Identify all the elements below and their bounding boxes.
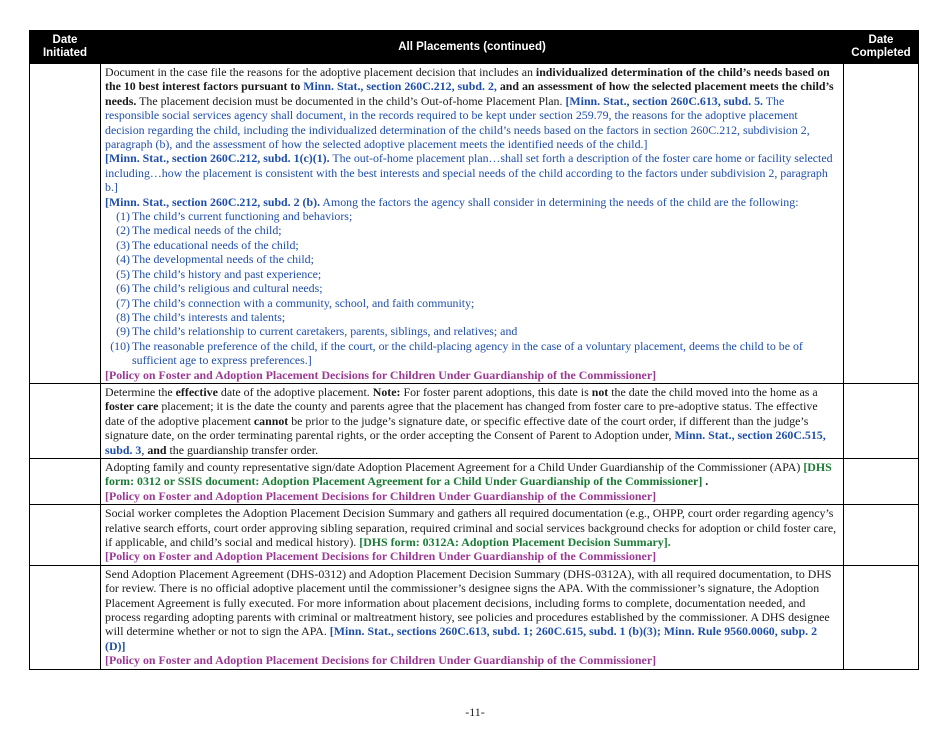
emphasis-text: individualized determination of the child’s needs based on the 10 best interest factors pursuant to	[105, 65, 830, 94]
list-item: (1) The child’s current functioning and behaviors;	[116, 209, 353, 224]
task-description	[101, 458, 844, 504]
body-text: The placement decision must be documented in the child’s Out-of-home Placement Plan.	[136, 93, 566, 108]
best-interest-factors-list	[105, 209, 840, 367]
emphasis-text: foster care	[105, 399, 159, 414]
table-row	[30, 565, 919, 669]
list-item: (3) The educational needs of the child;	[116, 237, 299, 252]
table-row	[30, 505, 919, 566]
statute-paragraph	[105, 195, 840, 209]
list-item: (6) The child’s religious and cultural needs;	[116, 281, 323, 296]
task-paragraph: Send Adoption Placement Agreement (DHS-0312) and Adoption Placement Decision Summary (DHS-0312A), with all required documentation, to DHS for review. There is no official adoptive placement until the commissioner’s designee signs the APA. With the commissioner’s signature, the Adoption Placement Agreement is fully executed. For more information about placement decisions, including forms to complete, documentation needed, and process regarding adopting parents with criminal or maltreatment history, see policies and procedures established by the commissioner. A DHS designee will determine whether or not to sign the APA. [Minn. Stat., sections 260C.613, subd. 1; 260C.615, subd. 1 (b)(3); Minn. Rule 9560.0060, subp. 2 (D)]	[105, 566, 832, 653]
list-item: (5) The child’s history and past experience;	[116, 266, 322, 281]
task-paragraph	[105, 65, 840, 151]
date-initiated-cell[interactable]	[30, 458, 101, 504]
date-initiated-cell[interactable]	[30, 505, 101, 566]
table-row	[30, 64, 919, 384]
list-item: (7) The child’s connection with a community, school, and faith community;	[116, 295, 475, 310]
date-initiated-cell[interactable]	[30, 565, 101, 669]
policy-reference: [Policy on Foster and Adoption Placement Decisions for Children Under Guardianship of the Commissioner]	[105, 488, 657, 503]
emphasis-text: and	[147, 442, 167, 457]
form-reference: [DHS form: 0312A: Adoption Placement Decision Summary].	[359, 535, 671, 549]
statute-citation: Minn. Stat., section 260C.515, subd. 3	[105, 428, 826, 457]
placement-checklist-table	[29, 30, 919, 670]
list-item: (10) The reasonable preference of the child, if the court, or the child-placing agency in the case of a voluntary placement, deems the child to be of sufficient age to express preferences.]	[110, 338, 803, 368]
statute-citation: [Minn. Stat., section 260C.212, subd. 1(c)(1).	[105, 151, 330, 166]
emphasis-text: cannot	[253, 413, 289, 428]
section-title-header: All Placements (continued)	[101, 31, 844, 64]
policy-reference: [Policy on Foster and Adoption Placement Decisions for Children Under Guardianship of the Commissioner]	[105, 549, 657, 564]
policy-reference: [Policy on Foster and Adoption Placement Decisions for Children Under Guardianship of the Commissioner]	[105, 367, 657, 382]
task-paragraph: Social worker completes the Adoption Placement Decision Summary and gathers all required documentation (e.g., OHPP, court order regarding agency’s relative search efforts, court order approving sibling separation, required criminal and social services background checks for adoption or child foster care, if applicable, and child’s social and medical history). [DHS form: 0312A: Adoption Placement Decision Summary].	[105, 506, 837, 549]
task-description	[101, 565, 844, 669]
statute-paragraph	[105, 151, 840, 194]
emphasis-text: and an assessment of how the selected placement meets the child’s needs.	[105, 79, 834, 108]
emphasis-text: not	[591, 384, 609, 399]
list-item: (2) The medical needs of the child;	[116, 223, 282, 238]
page-number: -11-	[465, 705, 485, 719]
task-paragraph: Adopting family and county representative sign/date Adoption Placement Agreement for a Child Under Guardianship of the Commissioner (APA) [DHS form: 0312 or SSIS document: Adoption Placement Agreement for a Child Under Guardianship of the Commissioner] .	[105, 459, 832, 489]
date-completed-cell[interactable]	[844, 383, 919, 458]
date-completed-cell[interactable]	[844, 505, 919, 566]
date-initiated-cell[interactable]	[30, 383, 101, 458]
statute-citation: [Minn. Stat., section 260C.613, subd. 5.	[565, 93, 763, 108]
list-item: (8) The child’s interests and talents;	[116, 309, 286, 324]
date-completed-header: Date Completed	[844, 31, 919, 64]
date-completed-cell[interactable]	[844, 64, 919, 384]
emphasis-text: effective	[175, 384, 218, 399]
date-initiated-cell[interactable]	[30, 64, 101, 384]
list-item: (4) The developmental needs of the child;	[116, 252, 314, 267]
note-label: Note:	[372, 384, 401, 399]
task-description	[101, 383, 844, 458]
policy-reference: [Policy on Foster and Adoption Placement Decisions for Children Under Guardianship of the Commissioner]	[105, 653, 657, 668]
form-reference: [DHS form: 0312 or SSIS document: Adoption Placement Agreement for a Child Under Guardianship of the Commissioner]	[105, 459, 832, 489]
task-description	[101, 64, 844, 384]
date-completed-cell[interactable]	[844, 565, 919, 669]
statute-text: Among the factors the agency shall consider in determining the needs of the child are the following:	[320, 194, 799, 209]
statute-text: The out-of-home placement plan…shall set forth a description of the foster care home or facility selected including…how the placement is consistent with the best interests and special needs of the child according to the factors under subdivision 2, paragraph b.]	[105, 151, 833, 195]
statute-citation: [Minn. Stat., sections 260C.613, subd. 1; 260C.615, subd. 1 (b)(3); Minn. Rule 9560.0060, subp. 2 (D)]	[105, 624, 818, 653]
body-text: Document in the case file the reasons for the adoptive placement decision that includes an	[105, 65, 536, 79]
statute-citation: [Minn. Stat., section 260C.212, subd. 2 (b).	[105, 194, 321, 209]
table-header-row	[30, 31, 919, 64]
list-item: (9) The child’s relationship to current caretakers, parents, siblings, and relatives; and	[116, 324, 518, 339]
table-row	[30, 458, 919, 504]
task-paragraph: Determine the effective date of the adoptive placement. Note: For foster parent adoptions, this date is not the date the child moved into the home as a foster care placement; it is the date the county and parents agree that the placement has changed from foster care to pre-adoptive status. The effective date of the adoptive placement cannot be prior to the judge’s signature date, or specific effective date of the court order, if different than the judge’s signature date, on the order terminating parental rights, or the order accepting the Consent of Parent to Adoption under, Minn. Stat., section 260C.515, subd. 3, and the guardianship transfer order.	[105, 384, 826, 457]
statute-citation: Minn. Stat., section 260C.212, subd. 2,	[303, 79, 497, 94]
statute-text: The responsible social services agency shall document, in the records required to be kept under section 259.79, the reasons for the adoptive placement decision regarding the child, including the individualized determination of the child’s needs based on the factors in section 260C.212, subdivision 2, paragraph (b), and the assessment of how the selected adoptive placement meets the identified needs of the child.]	[105, 93, 810, 152]
date-initiated-header: Date Initiated	[30, 31, 101, 64]
date-completed-cell[interactable]	[844, 458, 919, 504]
table-row	[30, 383, 919, 458]
task-description	[101, 505, 844, 566]
